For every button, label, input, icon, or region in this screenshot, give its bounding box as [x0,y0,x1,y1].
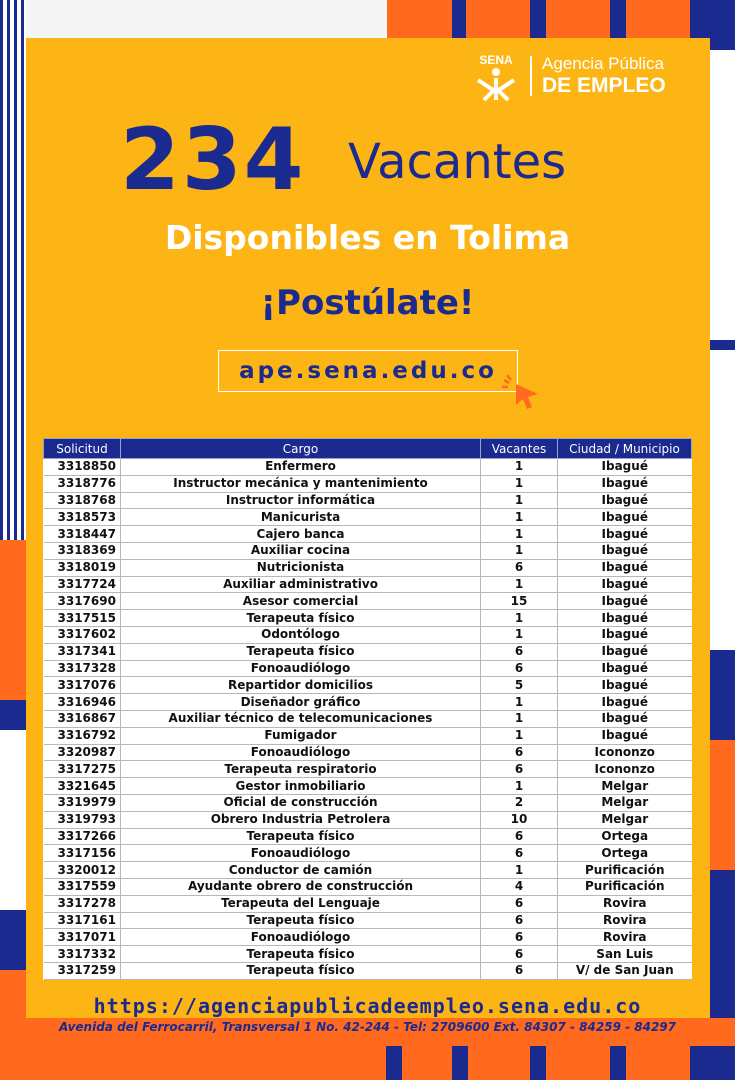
cell-solicitud: 3317690 [44,593,121,610]
table-row [44,895,692,912]
cell-vacantes: 1 [481,626,558,643]
table-row [44,475,692,492]
cell-ciudad: Purificación [558,878,692,895]
cell-solicitud: 3318019 [44,559,121,576]
deco-block [0,910,26,970]
cell-solicitud: 3319793 [44,811,121,828]
deco-block [530,1046,546,1080]
deco-block [610,0,626,38]
cell-ciudad: Ibagué [558,593,692,610]
cell-vacantes: 6 [481,962,558,979]
cell-solicitud: 3317076 [44,677,121,694]
cell-cargo: Instructor informática [121,492,481,509]
cell-vacantes: 6 [481,660,558,677]
table-row [44,929,692,946]
table-row [44,845,692,862]
vacancy-count: 234 [120,110,306,210]
cell-solicitud: 3318776 [44,475,121,492]
cell-cargo: Diseñador gráfico [121,694,481,711]
cell-vacantes: 6 [481,828,558,845]
cell-vacantes: 1 [481,862,558,879]
table-row [44,576,692,593]
cell-cargo: Asesor comercial [121,593,481,610]
cell-cargo: Terapeuta físico [121,610,481,627]
table-row [44,660,692,677]
cell-solicitud: 3317328 [44,660,121,677]
cell-cargo: Terapeuta físico [121,912,481,929]
cell-cargo: Oficial de construcción [121,794,481,811]
cell-cargo: Terapeuta físico [121,962,481,979]
cell-vacantes: 6 [481,845,558,862]
vacancy-label: Vacantes [348,134,567,190]
cell-solicitud: 3320012 [44,862,121,879]
cell-ciudad: San Luis [558,946,692,963]
cell-solicitud: 3317278 [44,895,121,912]
cell-solicitud: 3317515 [44,610,121,627]
cell-solicitud: 3317071 [44,929,121,946]
cell-cargo: Fonoaudiólogo [121,845,481,862]
cell-cargo: Obrero Industria Petrolera [121,811,481,828]
deco-block [710,650,735,740]
cell-vacantes: 6 [481,744,558,761]
cell-vacantes: 6 [481,559,558,576]
cell-vacantes: 6 [481,761,558,778]
cell-ciudad: Melgar [558,778,692,795]
cell-solicitud: 3316946 [44,694,121,711]
cell-ciudad: Ibagué [558,677,692,694]
cell-ciudad: Ibagué [558,459,692,476]
cell-ciudad: Purificación [558,862,692,879]
cell-solicitud: 3317266 [44,828,121,845]
table-row [44,828,692,845]
cell-cargo: Terapeuta físico [121,946,481,963]
cell-cargo: Gestor inmobiliario [121,778,481,795]
cell-ciudad: Ortega [558,828,692,845]
logo-separator [530,56,532,96]
svg-text:SENA: SENA [479,53,513,67]
cell-cargo: Terapeuta respiratorio [121,761,481,778]
headline [120,110,640,210]
table-row [44,946,692,963]
cell-ciudad: Ibagué [558,526,692,543]
cell-solicitud: 3317341 [44,643,121,660]
cell-cargo: Fumigador [121,727,481,744]
subtitle: Disponibles en Tolima [164,218,571,257]
table-row [44,811,692,828]
table-row [44,778,692,795]
table-row [44,593,692,610]
cell-cargo: Auxiliar cocina [121,542,481,559]
cursor-click-icon [502,374,542,410]
cell-solicitud: 3318850 [44,459,121,476]
cell-ciudad: Ibagué [558,559,692,576]
cell-vacantes: 6 [481,946,558,963]
cell-solicitud: 3318573 [44,509,121,526]
col-vacantes: Vacantes [481,439,558,459]
deco-block [452,0,466,38]
col-ciudad: Ciudad / Municipio [558,439,692,459]
table-row [44,677,692,694]
cell-vacantes: 6 [481,912,558,929]
cell-cargo: Manicurista [121,509,481,526]
table-row [44,542,692,559]
table-row [44,878,692,895]
cell-ciudad: Ibagué [558,576,692,593]
cell-ciudad: Ibagué [558,509,692,526]
deco-block [710,340,735,350]
cell-solicitud: 3317559 [44,878,121,895]
cell-cargo: Instructor mecánica y mantenimiento [121,475,481,492]
cell-vacantes: 10 [481,811,558,828]
deco-block [386,1046,402,1080]
cell-ciudad: Rovira [558,895,692,912]
table-row [44,459,692,476]
table-row [44,962,692,979]
cell-ciudad: Ibagué [558,727,692,744]
cell-ciudad: Ibagué [558,610,692,627]
cell-solicitud: 3318447 [44,526,121,543]
cell-vacantes: 2 [481,794,558,811]
footer-url[interactable]: https://agenciapublicadeempleo.sena.edu.co [93,994,642,1018]
deco-block [530,0,546,38]
cell-ciudad: Ibagué [558,694,692,711]
cell-vacantes: 6 [481,643,558,660]
table-row [44,727,692,744]
cell-solicitud: 3320987 [44,744,121,761]
cell-ciudad: Ibagué [558,626,692,643]
cell-cargo: Auxiliar técnico de telecomunicaciones [121,710,481,727]
cell-cargo: Fonoaudiólogo [121,744,481,761]
logo-line2: DE EMPLEO [542,74,666,97]
table-row [44,744,692,761]
cell-vacantes: 1 [481,576,558,593]
table-row [44,912,692,929]
cell-cargo: Fonoaudiólogo [121,929,481,946]
deco-block [710,350,735,650]
call-to-action: ¡Postúlate! [260,283,475,323]
footer-address: Avenida del Ferrocarril, Transversal 1 No. 42-244 - Tel: 2709600 Ext. 84307 - 84259 - 84297 [58,1020,677,1034]
deco-block [0,730,26,910]
cell-solicitud: 3316867 [44,710,121,727]
cell-ciudad: Ibagué [558,475,692,492]
cell-ciudad: Ortega [558,845,692,862]
cell-solicitud: 3317602 [44,626,121,643]
table-row [44,862,692,879]
vacancies-table [43,438,692,980]
cell-vacantes: 1 [481,710,558,727]
table-row [44,761,692,778]
site-link[interactable]: ape.sena.edu.co [218,350,518,392]
table-row [44,794,692,811]
left-stripes [0,0,26,540]
deco-block [452,1046,468,1080]
cell-solicitud: 3318768 [44,492,121,509]
cell-ciudad: Ibagué [558,492,692,509]
cell-vacantes: 1 [481,542,558,559]
cell-solicitud: 3317724 [44,576,121,593]
cell-cargo: Terapeuta del Lenguaje [121,895,481,912]
cell-vacantes: 1 [481,475,558,492]
cell-solicitud: 3316792 [44,727,121,744]
cell-cargo: Conductor de camión [121,862,481,879]
table-row [44,626,692,643]
cell-solicitud: 3317161 [44,912,121,929]
cell-ciudad: Ibagué [558,710,692,727]
cell-solicitud: 3318369 [44,542,121,559]
deco-block [0,540,26,700]
table-row [44,643,692,660]
cell-solicitud: 3317275 [44,761,121,778]
cell-ciudad: Icononzo [558,761,692,778]
cell-vacantes: 15 [481,593,558,610]
cell-vacantes: 1 [481,492,558,509]
table-header [44,439,692,459]
table-row [44,559,692,576]
cell-vacantes: 1 [481,610,558,627]
cell-cargo: Auxiliar administrativo [121,576,481,593]
cell-ciudad: Ibagué [558,660,692,677]
cell-vacantes: 6 [481,895,558,912]
cell-solicitud: 3321645 [44,778,121,795]
deco-block [387,0,452,38]
cell-cargo: Odontólogo [121,626,481,643]
deco-block [466,0,530,38]
cell-solicitud: 3317156 [44,845,121,862]
cell-cargo: Cajero banca [121,526,481,543]
deco-block [0,700,26,730]
cell-cargo: Fonoaudiólogo [121,660,481,677]
cell-ciudad: V/ de San Juan [558,962,692,979]
cell-vacantes: 4 [481,878,558,895]
sena-logo-icon [470,50,522,102]
cell-vacantes: 1 [481,526,558,543]
cell-cargo: Repartidor domicilios [121,677,481,694]
cell-solicitud: 3319979 [44,794,121,811]
cell-vacantes: 1 [481,778,558,795]
table-row [44,694,692,711]
table-row [44,526,692,543]
cell-ciudad: Ibagué [558,542,692,559]
cell-cargo: Enfermero [121,459,481,476]
cell-vacantes: 5 [481,677,558,694]
deco-block [546,0,610,38]
deco-block [626,0,690,38]
cell-cargo: Terapeuta físico [121,643,481,660]
cell-vacantes: 1 [481,459,558,476]
cell-ciudad: Icononzo [558,744,692,761]
cell-cargo: Ayudante obrero de construcción [121,878,481,895]
deco-block [710,740,735,870]
cell-cargo: Nutricionista [121,559,481,576]
cell-vacantes: 1 [481,727,558,744]
deco-block [690,1046,735,1080]
col-cargo: Cargo [121,439,481,459]
table-row [44,492,692,509]
logo-line1: Agencia Pública [542,54,664,73]
cell-vacantes: 1 [481,694,558,711]
cell-cargo: Terapeuta físico [121,828,481,845]
cell-solicitud: 3317259 [44,962,121,979]
deco-block [610,1046,626,1080]
cell-ciudad: Melgar [558,811,692,828]
cell-vacantes: 6 [481,929,558,946]
table-row [44,509,692,526]
agency-logo [470,50,690,102]
cell-vacantes: 1 [481,509,558,526]
table-row [44,610,692,627]
cell-solicitud: 3317332 [44,946,121,963]
col-solicitud: Solicitud [44,439,121,459]
table-row [44,710,692,727]
cell-ciudad: Ibagué [558,643,692,660]
cell-ciudad: Rovira [558,912,692,929]
cell-ciudad: Rovira [558,929,692,946]
cell-ciudad: Melgar [558,794,692,811]
